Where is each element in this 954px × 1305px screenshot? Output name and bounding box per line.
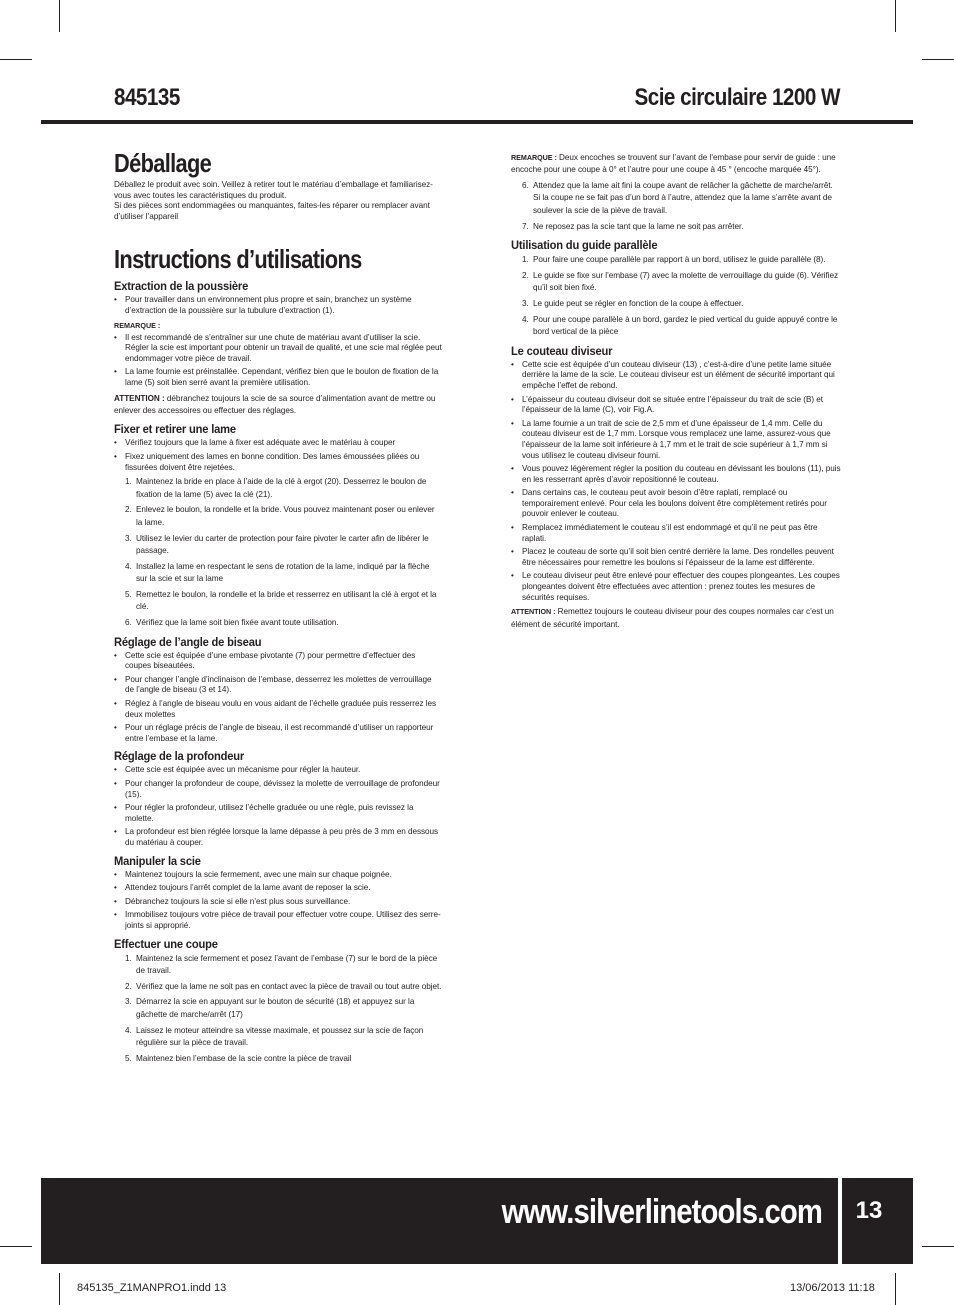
coupe-heading: Effectuer une coupe bbox=[114, 936, 218, 951]
step-item: 3. Utilisez le levier du carter de protection pour faire pivoter le carter afin de libérer le passage. bbox=[125, 533, 429, 556]
crop-mark bbox=[0, 59, 32, 60]
list-item: • Il est recommandé de s’entraîner sur une chute de matériau avant d’utiliser la scie. Régler la scie est important pour obtenir un travail de qualité, et une scie mal réglée peut endommager votre pièce de travail. bbox=[114, 332, 442, 363]
deballage-paragraph: Si des pièces sont endommagées ou manquantes, faites-les réparer ou remplacer avant d’utiliser l’appareil bbox=[114, 201, 430, 221]
crop-mark bbox=[0, 1246, 32, 1247]
deballage-title: Déballage bbox=[114, 148, 212, 178]
step-item: 4. Laissez le moteur atteindre sa vitesse maximale, et poussez sur la scie de façon régulière sur la pièce de travail. bbox=[125, 1025, 424, 1048]
step-item: 4. Installez la lame en respectant le sens de rotation de la lame, indiqué par la flèche sur la scie et sur la lame bbox=[125, 561, 430, 584]
list-item: • Pour changer la profondeur de coupe, dévissez la molette de verrouillage de profondeur (15). bbox=[114, 779, 440, 799]
list-item: • Remplacez immédiatement le couteau s’il est endommagé et qu’il ne peut pas être raplati. bbox=[511, 523, 818, 543]
remarque-label: REMARQUE : bbox=[114, 320, 161, 330]
profondeur-heading: Réglage de la profondeur bbox=[114, 749, 245, 764]
fixer-lame-heading: Fixer et retirer une lame bbox=[114, 422, 236, 437]
website-url: www.silverlinetools.com bbox=[501, 1193, 822, 1231]
manipuler-list bbox=[114, 870, 442, 932]
list-item: • Attendez toujours l’arrêt complet de la lame avant de reposer la scie. bbox=[114, 883, 371, 893]
list-item: • Fixez uniquement des lames en bonne condition. Des lames émoussées pliées ou fissurées doivent être rejetées. bbox=[114, 451, 420, 472]
profondeur-list bbox=[114, 765, 442, 848]
couteau-list bbox=[511, 360, 841, 603]
step-item: 3. Démarrez la scie en appuyant sur le bouton de sécurité (18) et appuyez sur la gâchette de marche/arrêt (17) bbox=[125, 997, 415, 1019]
deballage-paragraph: Déballez le produit avec soin. Veillez à retirer tout le matériau d’emballage et familiarisez-vous avec toutes les caractéristiques du produit. bbox=[114, 180, 433, 200]
extraction-list bbox=[114, 295, 442, 316]
remarque-note: REMARQUE : Deux encoches se trouvent sur l’avant de l’embase pour servir de guide : une encoche pour une coupe à 0° et l’autre pour une coupe à 45 ° (encoche marquée 45°). bbox=[511, 153, 836, 175]
step-item: 6. Attendez que la lame ait fini la coupe avant de relâcher la gâchette de marche/arrêt. Si la coupe ne se fait pas d’un bord à l’autre, attendez que la lame s’arrête avant de soulever la scie de la piève de travail. bbox=[522, 180, 833, 215]
crop-mark bbox=[895, 0, 896, 32]
step-item: 1. Maintenez la bride en place à l’aide de la clé à ergot (20). Desserrez le boulon de fixation de la lame (5) avec la clé (21). bbox=[125, 477, 427, 499]
crop-mark bbox=[922, 59, 954, 60]
fixer-lame-list bbox=[114, 438, 442, 473]
fixer-lame-steps bbox=[114, 476, 442, 630]
step-item: 3. Le guide peut se régler en fonction de la coupe à effectuer. bbox=[522, 298, 744, 308]
guide-steps bbox=[511, 254, 841, 339]
extraction-heading: Extraction de la poussière bbox=[114, 279, 249, 294]
step-item: 4. Pour une coupe parallèle à un bord, gardez le pied vertical du guide appuyé contre le bord vertical de la pièce bbox=[522, 314, 838, 337]
guide-heading: Utilisation du guide parallèle bbox=[511, 238, 658, 253]
step-item: 1. Pour faire une coupe parallèle par rapport à un bord, utilisez le guide parallèle (8). bbox=[522, 255, 826, 265]
slug-file: 845135_Z1MANPRO1.indd 13 bbox=[77, 1282, 227, 1294]
list-item: • Pour changer l’angle d’inclinaison de l’embase, desserrez les molettes de verrouillage de l’angle de biseau (3 et 14). bbox=[114, 674, 432, 695]
biseau-heading: Réglage de l’angle de biseau bbox=[114, 634, 262, 649]
list-item: • Le couteau diviseur peut être enlevé pour effectuer des coupes plongeantes. Les coupes plongeantes doivent être effectuées avec attention : prenez toutes les mesures de sécurités requises. bbox=[511, 571, 840, 602]
coupe-steps bbox=[114, 953, 442, 1066]
list-item: • Cette scie est équipée avec un mécanisme pour régler la hauteur. bbox=[114, 765, 361, 775]
step-item: 7. Ne reposez pas la scie tant que la lame ne soit pas arrêter. bbox=[522, 221, 744, 231]
list-item: • Pour un réglage précis de l’angle de biseau, il est recommandé d’utiliser un rapporteur entre l’embase et la lame. bbox=[114, 723, 434, 743]
list-item: • La lame fournie a un trait de scie de 2,5 mm et d’une épaisseur de 1,4 mm. Celle du couteau diviseur est de 1,7 mm. Lorsque vous remplacez une lame, assurez-vous que l’épaisseur de la lame soit inférieure à 1,7 mm et le trait de scie supérieur à 1,7 mm si vous utilisez le couteau diviseur fourni. bbox=[511, 418, 831, 460]
list-item: • Pour régler la profondeur, utilisez l’échelle graduée ou une règle, puis revissez la molette. bbox=[114, 803, 414, 823]
list-item: • Pour travailler dans un environnement plus propre et sain, branchez un système d’extraction de la poussière sur la tubulure d’extraction (1). bbox=[114, 295, 412, 315]
step-item: 1. Maintenez la scie fermement et posez l’avant de l’embase (7) sur le bord de la pièce de travail. bbox=[125, 953, 438, 976]
list-item: • Vous pouvez légèrement régler la position du couteau en dévissant les boulons (11), puis en les resserrant après d’avoir repositionné le couteau. bbox=[511, 464, 841, 484]
product-title: Scie circulaire 1200 W bbox=[634, 84, 840, 111]
list-item: • La profondeur est bien réglée lorsque la lame dépasse à peu près de 3 mm en dessous du matériau à couper. bbox=[114, 827, 439, 847]
list-item: • Débranchez toujours la scie si elle n’est plus sous surveillance. bbox=[114, 896, 351, 906]
list-item: • Réglez à l’angle de biseau voulu en vous aidant de l’échelle graduée puis resserrez les deux molettes bbox=[114, 699, 437, 719]
list-item: • Cette scie est équipée d’un couteau diviseur (13) , c’est-à-dire d’une petite lame située derrière la lame de la scie. Le couteau diviseur est un élément de sécurité important qui empêche l’effet de rebond. bbox=[511, 359, 835, 390]
list-item: • L’épaisseur du couteau diviseur doit se située entre l’épaisseur du trait de scie (B) et l’épaisseur de la lame (C), voir Fig.A. bbox=[511, 394, 823, 415]
crop-mark bbox=[59, 0, 60, 32]
product-code: 845135 bbox=[114, 84, 180, 111]
step-item: 2. Enlevez le boulon, la rondelle et la bride. Vous pouvez maintenant poser ou enlever la lame. bbox=[125, 505, 435, 527]
left-column bbox=[114, 148, 442, 1068]
list-item: • Placez le couteau de sorte qu’il soit bien centré derrière la lame. Des rondelles peuvent être nécessaires pour remettre les boulons si l’épaisseur de la lame est différente. bbox=[511, 547, 834, 567]
page-number: 13 bbox=[855, 1197, 883, 1224]
step-item: 5. Maintenez bien l’embase de la scie contre la pièce de travail bbox=[125, 1053, 352, 1063]
remarque-list bbox=[114, 333, 442, 389]
attention-note: ATTENTION : Remettez toujours le couteau diviseur pour des coupes normales car c’est un élément de sécurité important. bbox=[511, 607, 834, 629]
step-item: 2. Le guide se fixe sur l’embase (7) avec la molette de verrouillage du guide (6). Vérifiez qu’il soit bien fixé. bbox=[522, 270, 839, 293]
list-item: • La lame fournie est préinstallée. Cependant, vérifiez bien que le boulon de fixation de la lame (5) soit bien serré avant la première utilisation. bbox=[114, 367, 439, 387]
manipuler-heading: Manipuler la scie bbox=[114, 853, 201, 868]
spacer bbox=[114, 222, 442, 244]
list-item: • Dans certains cas, le couteau peut avoir besoin d’être raplati, remplacé ou temporairement enlevé. Pour cela les boulons doivent être complètement retirés pour pouvoir enlever le couteau. bbox=[511, 488, 827, 519]
list-item: • Cette scie est équipée d’une embase pivotante (7) pour permettre d’effectuer des coupes biseautées. bbox=[114, 650, 416, 671]
crop-mark bbox=[922, 1246, 954, 1247]
biseau-list bbox=[114, 651, 442, 745]
right-column bbox=[511, 152, 841, 631]
list-item: • Vérifiez toujours que la lame à fixer est adéquate avec le matériau à couper bbox=[114, 438, 396, 448]
crop-mark bbox=[895, 1273, 896, 1305]
header-rule bbox=[41, 120, 913, 124]
crop-mark bbox=[59, 1273, 60, 1305]
step-item: 5. Remettez le boulon, la rondelle et la bride et resserrez en utilisant la clé à ergot et la clé. bbox=[125, 589, 437, 612]
slug-date: 13/06/2013 11:18 bbox=[790, 1282, 875, 1294]
step-item: 2. Vérifiez que la lame ne soit pas en contact avec la pièce de travail ou tout autre objet. bbox=[125, 981, 442, 991]
list-item: • Maintenez toujours la scie fermement, avec une main sur chaque poignée. bbox=[114, 869, 392, 879]
step-item: 6. Vérifiez que la lame soit bien fixée avant toute utilisation. bbox=[125, 618, 339, 628]
list-item: • Immobilisez toujours votre pièce de travail pour effectuer votre coupe. Utilisez des serre-joints si approprié. bbox=[114, 910, 441, 930]
attention-note: ATTENTION : débranchez toujours la scie de sa source d’alimentation avant de mettre ou enlever des accessoires ou effectuer des réglages. bbox=[114, 393, 436, 415]
couteau-heading: Le couteau diviseur bbox=[511, 343, 613, 358]
right-steps bbox=[511, 180, 841, 233]
instructions-title: Instructions d’utilisations bbox=[114, 244, 362, 275]
